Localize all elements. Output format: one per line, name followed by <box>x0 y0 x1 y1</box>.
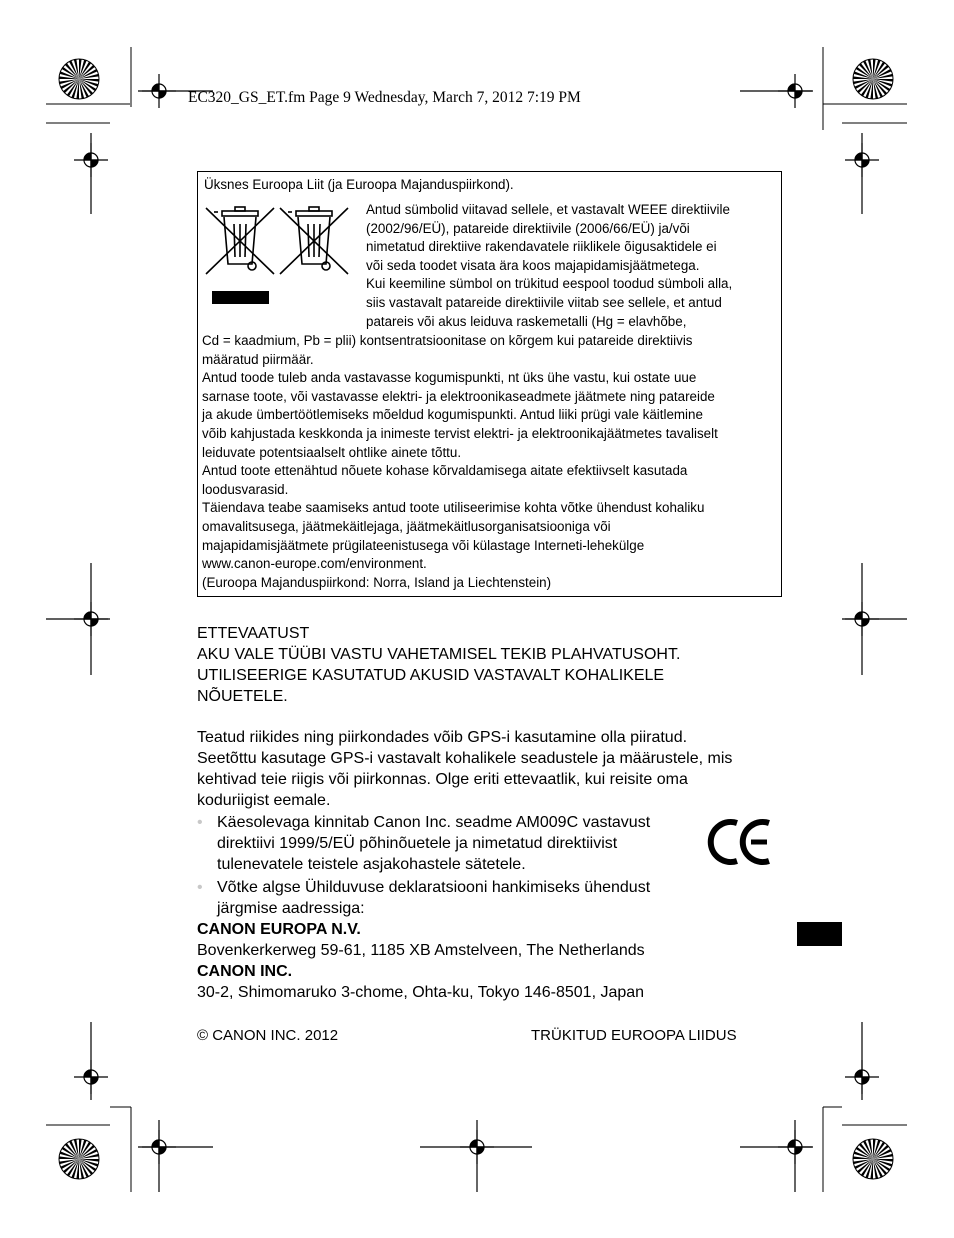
weee-symbols <box>204 202 362 308</box>
star-target-mark <box>59 59 99 99</box>
company-address: 30-2, Shimomaruko 3-chome, Ohta-ku, Tokyo 146-8501, Japan <box>197 984 645 1001</box>
ce-mark-icon <box>707 815 773 869</box>
addresses <box>197 919 645 1003</box>
company-address: Bovenkerkerweg 59-61, 1185 XB Amstelveen, The Netherlands <box>197 942 645 959</box>
caution-heading: ETTEVAATUST <box>197 625 310 642</box>
copyright: © CANON INC. 2012 <box>197 1027 339 1044</box>
printed-in: TRÜKITUD EUROOPA LIIDUS <box>531 1027 737 1044</box>
company-name: CANON INC. <box>197 963 293 980</box>
star-target-mark <box>853 1139 893 1179</box>
section-tab-marker <box>797 922 842 946</box>
crossed-bin-icon <box>280 207 348 274</box>
weee-box-title: Üksnes Euroopa Liit (ja Euroopa Majanduspiirkond). <box>204 177 514 192</box>
crossed-bin-icon <box>206 207 274 274</box>
caution-section: ETTEVAATUST AKU VALE TÜÜBI VASTU VAHETAMISEL TEKIB PLAHVATUSOHT. UTILISEERIGE KASUTATUD AKUSID VASTAVALT KOHALIKELE NÕUETELE. <box>197 625 681 705</box>
black-bar-symbol <box>212 291 269 304</box>
bullet-marker: • <box>197 879 203 896</box>
gps-notice: Teatud riikides ning piirkondades võib GPS-i kasutamine olla piiratud. Seetõttu kasutage GPS-i vastavalt kohalikele seadustele ja määrustele, mis kehtivad teie riigis või piirkonnas. Olge eriti ettevaatlik, kui reisite oma koduriigist eemale. <box>197 729 733 809</box>
bullet-marker: • <box>197 814 203 831</box>
star-target-mark <box>853 59 893 99</box>
weee-right-text: Antud sümbolid viitavad sellele, et vastavalt WEEE direktiivile (2002/96/EÜ), patareide direktiivile (2006/66/EÜ) ja/või nimetatud direktiive rakendavatele riiklikele õigusaktidele ei või seda toodet visata ära koos majapidamisjäätmetega. Kui keemiline sümbol on trükitud eespool toodud sümboli alla, siis vastavalt patareide direktiivile viitab see sellele, et antud patareis või akus leiduva raskemetalli (Hg = elavhõbe, <box>366 202 733 329</box>
list-item: • Võtke algse Ühilduvuse deklaratsiooni hankimiseks ühendust järgmise aadressiga: <box>197 879 651 917</box>
list-item: • Käesolevaga kinnitab Canon Inc. seadme AM009C vastavust direktiivi 1999/5/EÜ põhinõuetele ja nimetatud direktiivist tulenevatele teistele asjakohastele sätetele. <box>197 814 651 873</box>
star-target-mark <box>59 1139 99 1179</box>
company-name: CANON EUROPA N.V. <box>197 921 361 938</box>
weee-body-text: Cd = kaadmium, Pb = plii) kontsentratsioonitase on kõrgem kui patareide direktiivis määratud piirmäär. Antud toode tuleb anda vastavasse kogumispunkti, nt üks ühe vastu, kui ostate uue sarnase toote, või vastavasse elektri- ja elektroonikaseadmete jäätmete ning patareide ja akude ümbertöötlemiseks mõeldud kogumispunkti. Antud liiki prügi vale käitlemine võib kahjustada keskkonda ja inimeste tervist elektri- ja elektroonikajäätmetes tavaliselt leiduvate potentsiaalselt ohtlike ainete tõttu. Antud toote ettenähtud nõuete kohase kõrvaldamisega aitate efektiivselt kasutada loodusvarasid. Täiendava teabe saamiseks antud toote utiliseerimise kohta võtke ühendust kohaliku omavalitsusega, jäätmekäitlejaga, jäätmekäitlusorganisatsiooniga või majapidamisjäätmete prügilateenistusega või külastage Interneti-lehekülge www.canon-europe.com/environment. (Euroopa Majanduspiirkond: Norra, Island ja Liechtenstein) <box>202 333 718 590</box>
file-info-header: EC320_GS_ET.fm Page 9 Wednesday, March 7, 2012 7:19 PM <box>188 89 581 106</box>
